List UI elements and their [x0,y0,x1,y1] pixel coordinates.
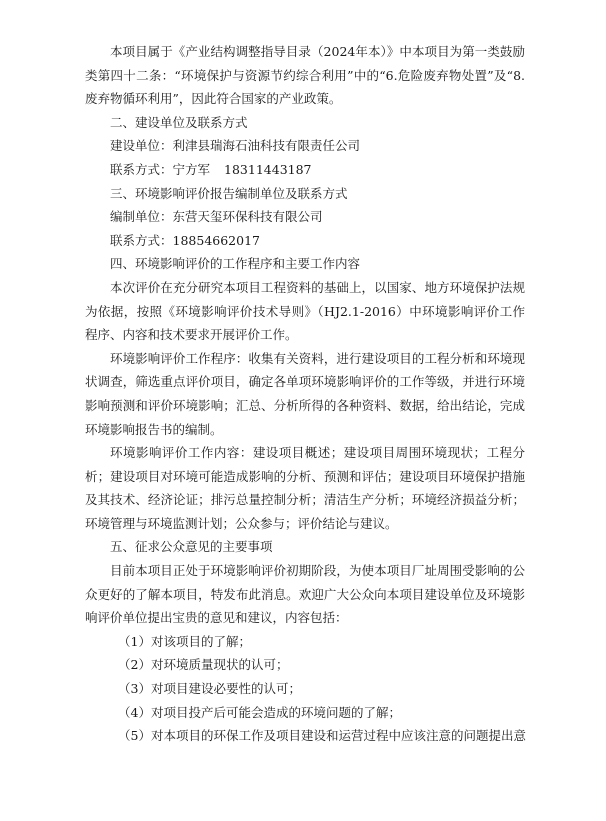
work-content-paragraph: 环境影响评价工作内容：建设项目概述；建设项目周围环境现状；工程分析；建设项目对环境可能造成影响的分析、预测和评估；建设项目环境保护措施及其技术、经济论证；排污总量控制分析；清洁生产分析；环境经济损益分析；环境管理与环境监测计划；公众参与；评价结论与建议。 [85,445,525,531]
builder-contact-phone: 18311443187 [224,161,312,177]
list-item: （2）对环境质量现状的认可； [118,657,289,673]
list-item: （5）对本项目的环保工作及项目建设和运营过程中应该注意的问题提出意 [118,728,526,744]
builder-contact-label: 联系方式： [110,161,173,177]
policy-paragraph: 本项目属于《产业结构调整指导目录（2024年本）》中本项目为第一类鼓励类第四十二条：“环境保护与资源节约综合利用”中的“6.危险废弃物处置”及“8.废弃物循环利用”，因此符合国家的产业政策。 [85,44,525,107]
editor-label: 编制单位： [110,209,173,225]
editor-contact-label: 联系方式： [110,232,173,248]
builder-contact-line [85,158,525,182]
document-body [85,40,525,748]
basis-paragraph: 本次评价在充分研究本项目工程资料的基础上，以国家、地方环境保护法规为依据，按照《环境影响评价技术导则》（HJ2.1-2016）中环境影响评价工作程序、内容和技术要求开展评价工作。 [85,279,525,343]
editor-contact-phone: 18854662017 [172,232,260,248]
editor-line [85,205,525,229]
section-2-heading: 二、建设单位及联系方式 [110,114,248,130]
builder-line [85,134,525,158]
editor-contact-line [85,229,525,253]
builder-contact-name: 宁方军 [172,161,211,177]
builder-label: 建设单位： [110,138,173,154]
public-notice-paragraph: 目前本项目正处于环境影响评价初期阶段，为使本项目厂址周围受影响的公众更好的了解本项目，特发布此消息。欢迎广大公众向本项目建设单位及环境影响评价单位提出宝贵的意见和建议，内容包括： [85,563,525,626]
list-item: （4）对项目投产后可能会造成的环境问题的了解； [118,704,401,720]
section-3-heading: 三、环境影响评价报告编制单位及联系方式 [110,185,348,201]
builder-value: 利津县瑞海石油科技有限责任公司 [172,138,361,154]
list-item: （3）对项目建设必要性的认可； [118,681,301,697]
editor-value: 东营天玺环保科技有限公司 [172,209,323,225]
section-4-heading: 四、环境影响评价的工作程序和主要工作内容 [110,256,361,272]
procedure-paragraph: 环境影响评价工作程序：收集有关资料，进行建设项目的工程分析和环境现状调查，筛选重点评价项目，确定各单项环境影响评价的工作等级，并进行环境影响预测和评价环境影响；汇总、分析所得的各种资料、数据，给出结论，完成环境影响报告书的编制。 [85,350,525,437]
section-5-heading: 五、征求公众意见的主要事项 [110,539,273,555]
list-item: （1）对该项目的了解； [118,633,251,649]
